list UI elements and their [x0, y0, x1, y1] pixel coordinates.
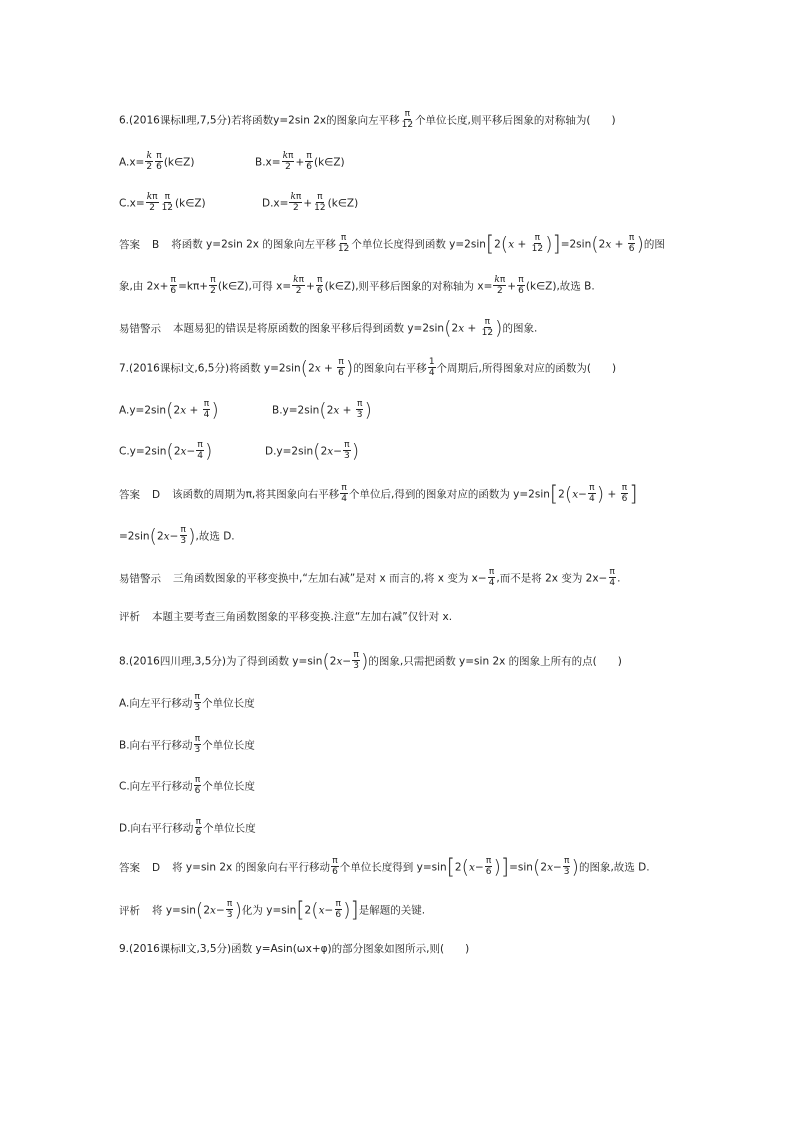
q8-stem: 8.(2016四川理,3,5分)为了得到函数 y=sin(2x− $\frac{\pi}{3}$ )的图象,只需把函数 y=sin 2x 的图象上所有的点( ) [119, 649, 622, 672]
q6-option-d: D.x= $\frac{k\pi}{2}$ + $\frac{\pi}{12}$ (k∈Z) [262, 192, 359, 213]
q8-option-c: C.向左平行移动 $\frac{\pi}{6}$ 个单位长度 [119, 775, 255, 796]
q6-option-a: A.x= $\frac{k}{2}$ $\frac{\pi}{6}$ (k∈Z) [119, 151, 195, 172]
q8-option-d: D.向右平行移动 $\frac{\pi}{6}$ 个单位长度 [119, 817, 256, 838]
q9-stem: 9.(2016课标Ⅱ文,3,5分)函数 y=Asin(ωx+φ)的部分图象如图所示,则( ) [119, 943, 470, 955]
q6-stem: 6.(2016课标Ⅱ理,7,5分)若将函数y=2sin 2x的图象向左平移 $\frac{\pi}{12}$ 个单位长度,则平移后图象的对称轴为( ) [119, 109, 616, 130]
q7-option-b: B.y=2sin(2x + $\frac{\pi}{3}$ ) [272, 398, 372, 421]
q7-answer-cont: =2sin(2x− $\frac{\pi}{3}$ ),故选 D. [119, 524, 235, 547]
q6-answer-cont: 象,由 2x+ $\frac{\pi}{6}$ =kπ+ $\frac{\pi}{2}$ (k∈Z),可得 x= $\frac{k\pi}{2}$ + $\frac{\pi}{6}$ (k∈Z),则平移后图象的对称轴为 x= $\frac{k\pi}{2}$ + $\frac{\pi}{6}$ (k∈Z),故选 B. [119, 275, 595, 296]
q6-answer: 答案 B 将函数 y=2sin 2x 的图象向左平移 $\frac{\pi}{12}$ 个单位长度得到函数 y=2sin[2(x + $\frac{\pi}{12}$ )]=2sin(2x + $\frac{\pi}{6}$ )的图 [119, 231, 665, 256]
q6-option-c: C.x= $\frac{k\pi}{2}$ $\frac{\pi}{12}$ (k∈Z) [119, 192, 206, 213]
q7-stem: 7.(2016课标Ⅰ文,6,5分)将函数 y=2sin(2x + $\frac{\pi}{6}$ )的图象向右平移 $\frac{1}{4}$ 个周期后,所得图象对应的函数为( ) [119, 356, 617, 379]
q8-answer: 答案 D 将 y=sin 2x 的图象向右平行移动 $\frac{\pi}{6}$ 个单位长度得到 y=sin[2(x− $\frac{\pi}{6}$ )]=sin(2x− $\frac{\pi}{3}$ )的图象,故选 D. [119, 854, 650, 879]
q8-option-b: B.向右平行移动 $\frac{\pi}{3}$ 个单位长度 [119, 734, 255, 755]
q6-option-b: B.x= $\frac{k\pi}{2}$ + $\frac{\pi}{6}$ (k∈Z) [255, 151, 345, 172]
q7-option-a: A.y=2sin(2x + $\frac{\pi}{4}$ ) [119, 398, 219, 421]
q7-warning: 易错警示 三角函数图象的平移变换中,“左加右减”是对 x 而言的,将 x 变为 x− $\frac{\pi}{4}$ ,而不是将 2x 变为 2x− $\frac{\pi}{4}$ . [119, 567, 621, 588]
q7-option-c: C.y=2sin(2x− $\frac{\pi}{4}$ ) [119, 439, 213, 462]
q6-warning: 易错警示 本题易犯的错误是将原函数的图象平移后得到函数 y=2sin(2x + $\frac{\pi}{12}$ )的图象. [119, 316, 538, 339]
q8-comment: 评析 将 y=sin(2x− $\frac{\pi}{3}$ )化为 y=sin[2(x− $\frac{\pi}{6}$ )]是解题的关键. [119, 897, 426, 922]
q8-option-a: A.向左平行移动 $\frac{\pi}{3}$ 个单位长度 [119, 692, 255, 713]
q7-option-d: D.y=2sin(2x− $\frac{\pi}{3}$ ) [265, 439, 360, 462]
q7-answer: 答案 D 该函数的周期为π,将其图象向右平移 $\frac{\pi}{4}$ 个单位后,得到的图象对应的函数为 y=2sin[2(x− $\frac{\pi}{4}$ ) + $\frac{\pi}{6}$ ] [119, 481, 638, 506]
q7-comment: 评析 本题主要考查三角函数图象的平移变换.注意“左加右减”仅针对 x. [119, 611, 453, 623]
